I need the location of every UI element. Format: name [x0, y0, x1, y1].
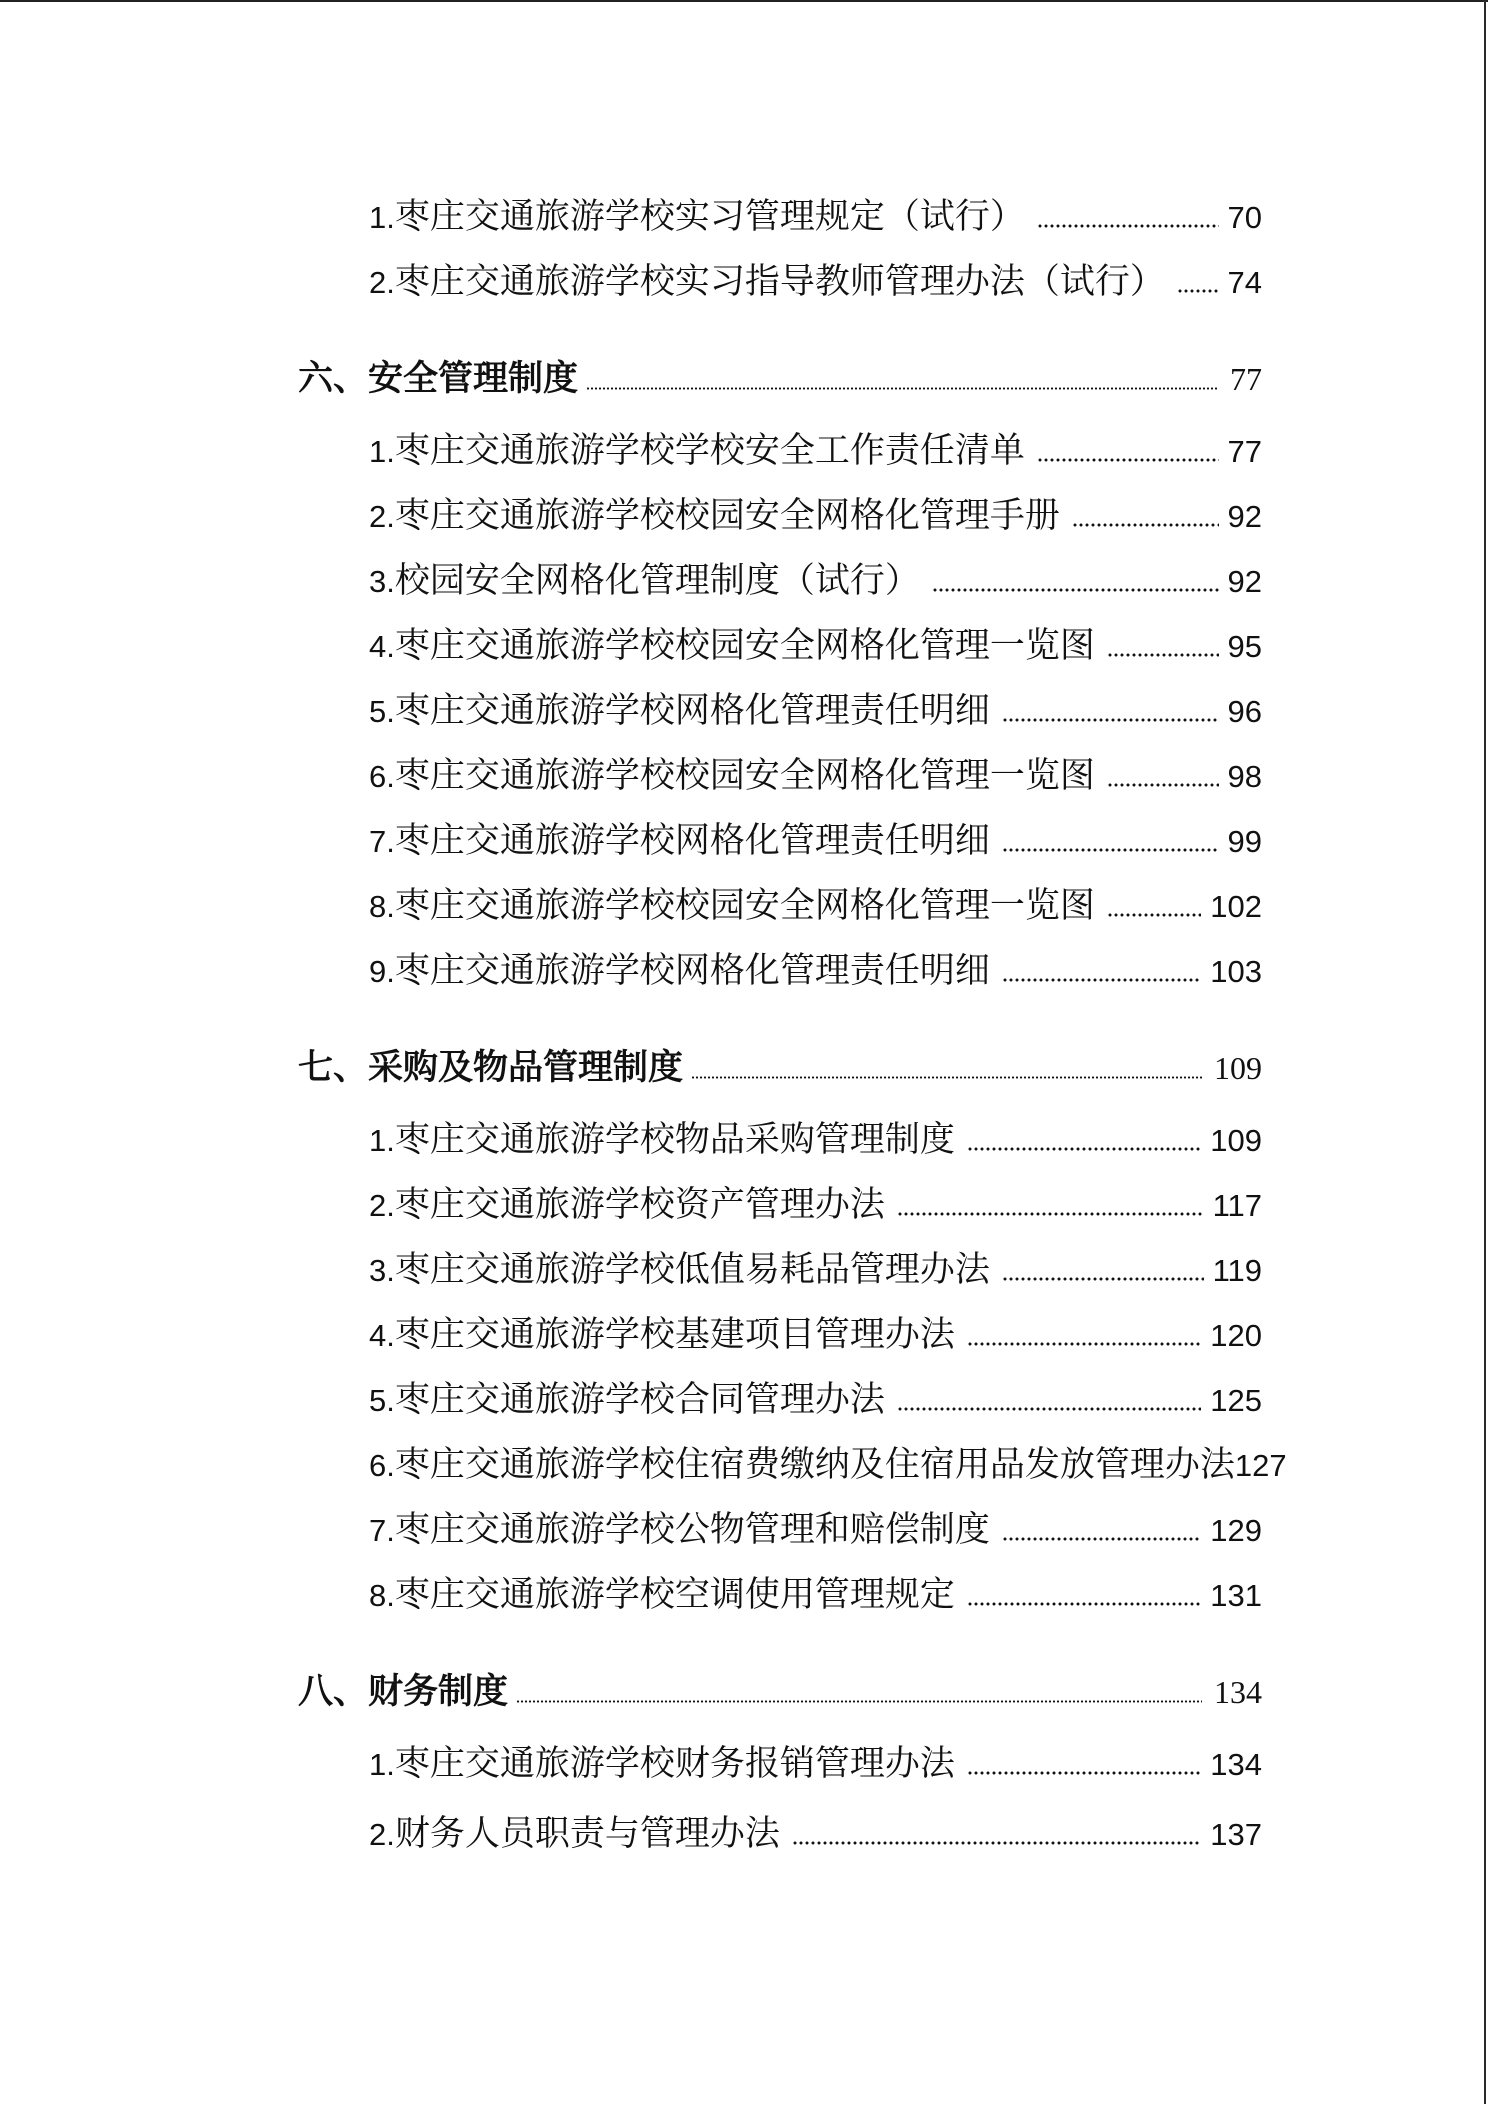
entry-number: 2. [369, 1188, 395, 1223]
entry-title: 枣庄交通旅游学校基建项目管理办法 [394, 1315, 955, 1354]
table-of-contents [0, 184, 1488, 1866]
dot-leader [1072, 523, 1219, 527]
dot-leader [1002, 1277, 1204, 1281]
section-page-number: 109 [1214, 1050, 1262, 1086]
toc-entry [369, 613, 1262, 678]
toc-entry [369, 1562, 1262, 1627]
entry-title: 校园安全网格化管理制度（试行） [394, 561, 920, 600]
entry-page-number: 117 [1212, 1188, 1262, 1223]
section-heading [298, 1035, 1262, 1100]
toc-entry [369, 1107, 1262, 1172]
entry-title: 枣庄交通旅游学校学校安全工作责任清单 [394, 431, 1025, 470]
dot-leader [1177, 289, 1219, 293]
entry-title: 枣庄交通旅游学校资产管理办法 [394, 1185, 885, 1224]
toc-entry [369, 184, 1262, 249]
toc-section-procurement [0, 1035, 1488, 1627]
entry-number: 8. [369, 889, 395, 924]
dot-leader [897, 1212, 1204, 1216]
dot-leader [967, 1342, 1201, 1346]
entry-page-number: 119 [1212, 1253, 1262, 1288]
entry-page-number: 92 [1227, 564, 1262, 599]
dot-leader [1037, 458, 1219, 462]
entry-page-number: 129 [1210, 1513, 1262, 1548]
toc-section-finance [0, 1659, 1488, 1866]
toc-entry [369, 808, 1262, 873]
toc-entry [369, 938, 1262, 1003]
entry-title: 枣庄交通旅游学校公物管理和赔偿制度 [394, 1510, 990, 1549]
toc-entry [369, 1497, 1262, 1562]
entry-page-number: 99 [1227, 824, 1262, 859]
entry-number: 8. [369, 1578, 395, 1613]
entry-title: 枣庄交通旅游学校校园安全网格化管理一览图 [394, 626, 1095, 665]
entry-number: 2. [369, 499, 395, 534]
entry-page-number: 96 [1227, 694, 1262, 729]
entry-title: 枣庄交通旅游学校实习管理规定（试行） [394, 197, 1025, 236]
entry-title: 枣庄交通旅游学校校园安全网格化管理一览图 [394, 756, 1095, 795]
dot-leader [1107, 913, 1201, 917]
entry-number: 1. [369, 200, 395, 235]
entry-number: 4. [369, 629, 395, 664]
toc-entry [369, 1432, 1488, 1497]
section-title: 八、财务制度 [298, 1672, 509, 1711]
entry-title: 枣庄交通旅游学校物品采购管理制度 [394, 1120, 955, 1159]
section-title: 七、采购及物品管理制度 [298, 1048, 684, 1087]
entry-title: 枣庄交通旅游学校网格化管理责任明细 [394, 691, 990, 730]
entry-page-number: 70 [1227, 200, 1262, 235]
dot-leader [1107, 653, 1219, 657]
entry-title: 财务人员职责与管理办法 [394, 1814, 780, 1853]
section-heading [298, 346, 1262, 411]
entry-title: 枣庄交通旅游学校财务报销管理办法 [394, 1744, 955, 1783]
dot-leader [932, 588, 1219, 592]
toc-entry [369, 1731, 1262, 1796]
entry-page-number: 74 [1227, 265, 1262, 300]
entry-number: 1. [369, 1747, 395, 1782]
entry-page-number: 77 [1227, 434, 1262, 469]
dot-leader [1037, 224, 1219, 228]
toc-entry [369, 678, 1262, 743]
dot-leader [1002, 718, 1219, 722]
entry-number: 5. [369, 1383, 395, 1418]
entry-page-number: 125 [1210, 1383, 1262, 1418]
toc-entry [369, 1801, 1262, 1866]
entry-page-number: 137 [1210, 1817, 1262, 1852]
entry-title: 枣庄交通旅游学校空调使用管理规定 [394, 1575, 955, 1614]
entry-number: 5. [369, 694, 395, 729]
section-heading [298, 1659, 1262, 1724]
dot-leader [516, 1700, 1202, 1703]
entry-title: 枣庄交通旅游学校实习指导教师管理办法（试行） [394, 262, 1165, 301]
entry-number: 6. [369, 759, 395, 794]
dot-leader [967, 1602, 1201, 1606]
entry-page-number: 103 [1210, 954, 1262, 989]
dot-leader [967, 1147, 1201, 1151]
entry-number: 7. [369, 1513, 395, 1548]
dot-leader [897, 1407, 1201, 1411]
toc-entry [369, 743, 1262, 808]
dot-leader [586, 387, 1218, 390]
entry-number: 1. [369, 1123, 395, 1158]
section-page-number: 77 [1230, 361, 1262, 397]
toc-entry [369, 1302, 1262, 1367]
entry-number: 1. [369, 434, 395, 469]
entry-page-number: 102 [1210, 889, 1262, 924]
entry-page-number: 120 [1210, 1318, 1262, 1353]
page-edge-top [0, 0, 1488, 2]
dot-leader [691, 1076, 1202, 1079]
entry-page-number: 98 [1227, 759, 1262, 794]
entry-number: 2. [369, 265, 395, 300]
entry-number: 2. [369, 1817, 395, 1852]
entry-title: 枣庄交通旅游学校低值易耗品管理办法 [394, 1250, 990, 1289]
section-title: 六、安全管理制度 [298, 359, 579, 398]
toc-entry [369, 1237, 1262, 1302]
entry-number: 7. [369, 824, 395, 859]
toc-continued-entries [0, 184, 1488, 314]
entry-title: 枣庄交通旅游学校校园安全网格化管理手册 [394, 496, 1060, 535]
entry-page-number: 134 [1210, 1747, 1262, 1782]
entry-page-number: 92 [1227, 499, 1262, 534]
entry-number: 3. [369, 564, 395, 599]
entry-title: 枣庄交通旅游学校住宿费缴纳及住宿用品发放管理办法 [394, 1445, 1235, 1484]
entry-number: 4. [369, 1318, 395, 1353]
section-page-number: 134 [1214, 1674, 1262, 1710]
toc-entry [369, 1172, 1262, 1237]
toc-entry [369, 873, 1262, 938]
toc-entry [369, 418, 1262, 483]
toc-entry [369, 1367, 1262, 1432]
entry-title: 枣庄交通旅游学校网格化管理责任明细 [394, 821, 990, 860]
dot-leader [1107, 783, 1219, 787]
dot-leader [967, 1771, 1201, 1775]
entry-title: 枣庄交通旅游学校合同管理办法 [394, 1380, 885, 1419]
entry-page-number: 95 [1227, 629, 1262, 664]
entry-title: 枣庄交通旅游学校校园安全网格化管理一览图 [394, 886, 1095, 925]
entry-page-number: 131 [1210, 1578, 1262, 1613]
dot-leader [1002, 978, 1201, 982]
dot-leader [1002, 1537, 1201, 1541]
entry-page-number: 109 [1210, 1123, 1262, 1158]
dot-leader [792, 1841, 1201, 1845]
toc-section-safety [0, 346, 1488, 1003]
entry-number: 3. [369, 1253, 395, 1288]
entry-page-number: 127 [1234, 1448, 1287, 1483]
entry-title: 枣庄交通旅游学校网格化管理责任明细 [394, 951, 990, 990]
toc-entry [369, 249, 1262, 314]
dot-leader [1002, 848, 1219, 852]
toc-entry [369, 548, 1262, 613]
entry-number: 9. [369, 954, 395, 989]
entry-number: 6. [369, 1448, 395, 1483]
toc-entry [369, 483, 1262, 548]
